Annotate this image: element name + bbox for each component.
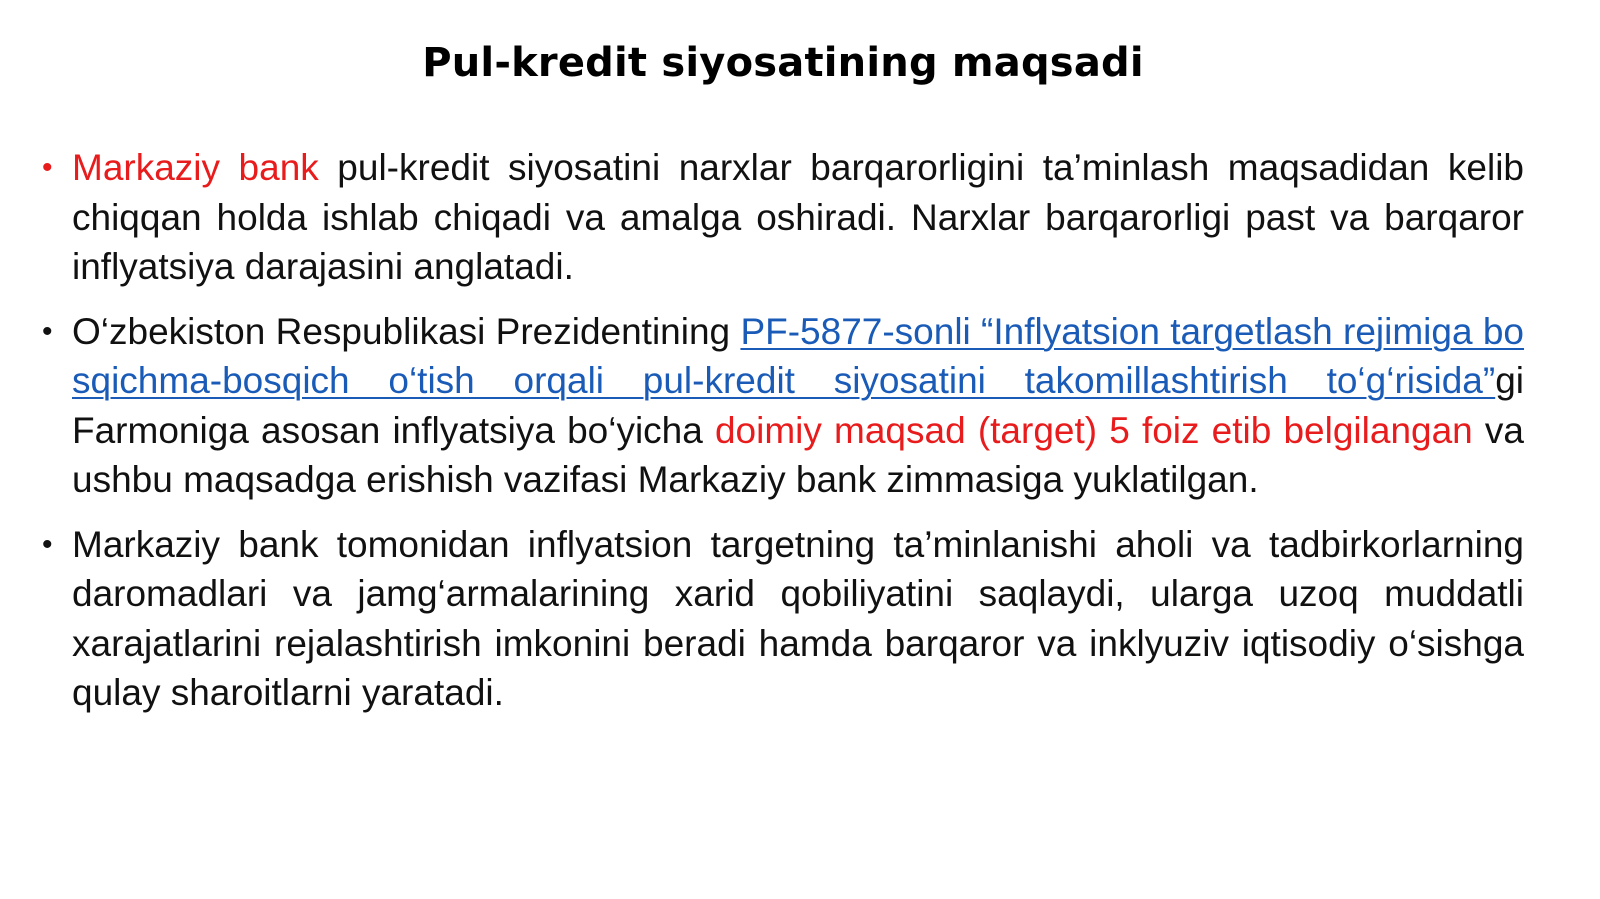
bullet-dot-icon: • — [42, 527, 53, 561]
slide-title: Pul-kredit siyosatining maqsadi — [422, 40, 1144, 86]
bullet-1-highlight: Markaziy bank — [72, 147, 319, 188]
bullet-2-highlight: doimiy maqsad (target) 5 foiz etib belgilangan — [714, 409, 1473, 451]
bullet-item-3 — [42, 520, 1524, 718]
bullet-2-mid: gi Farmoniga asosan inflyatsiya bo‘yicha — [72, 360, 1524, 451]
bullet-2-intro: O‘zbekiston Respublikasi Prezidentining — [72, 310, 741, 352]
bullet-2-outro: va ushbu maqsadga erishish vazifasi Markaziy bank zimmasiga yuklatilgan. — [72, 409, 1524, 500]
bullet-dot-icon: • — [42, 151, 53, 184]
bullet-item-1 — [42, 143, 1525, 292]
bullet-list — [42, 143, 1525, 733]
bullet-item-2 — [42, 307, 1525, 505]
bullet-dot-icon: • — [42, 314, 53, 348]
bullet-1-text: pul-kredit siyosatini narxlar barqarorligini ta’minlash maqsadidan kelib chiqqan holda ishlab chiqadi va amalga oshiradi. Narxlar barqarorligi past va barqaror inflyatsiya darajasini anglatadi. — [72, 147, 1525, 287]
bullet-3-text: Markaziy bank tomonidan inflyatsion targetning ta’minlanishi aholi va tadbirkorlarning daromadlari va jamg‘armalarining xarid qobiliyatini saqlaydi, ularga uzoq muddatli xarajatlarini rejalashtirish imkonini beradi hamda barqaror va inklyuziv iqtisodiy o‘sishga qulay sharoitlarni yaratadi. — [72, 523, 1524, 713]
decree-link[interactable]: PF-5877-sonli “Inflyatsion targetlash rejimiga bosqichma-bosqich o‘tish orqali pul-kredit siyosatini takomillashtirish to‘g‘risida” — [72, 310, 1525, 401]
